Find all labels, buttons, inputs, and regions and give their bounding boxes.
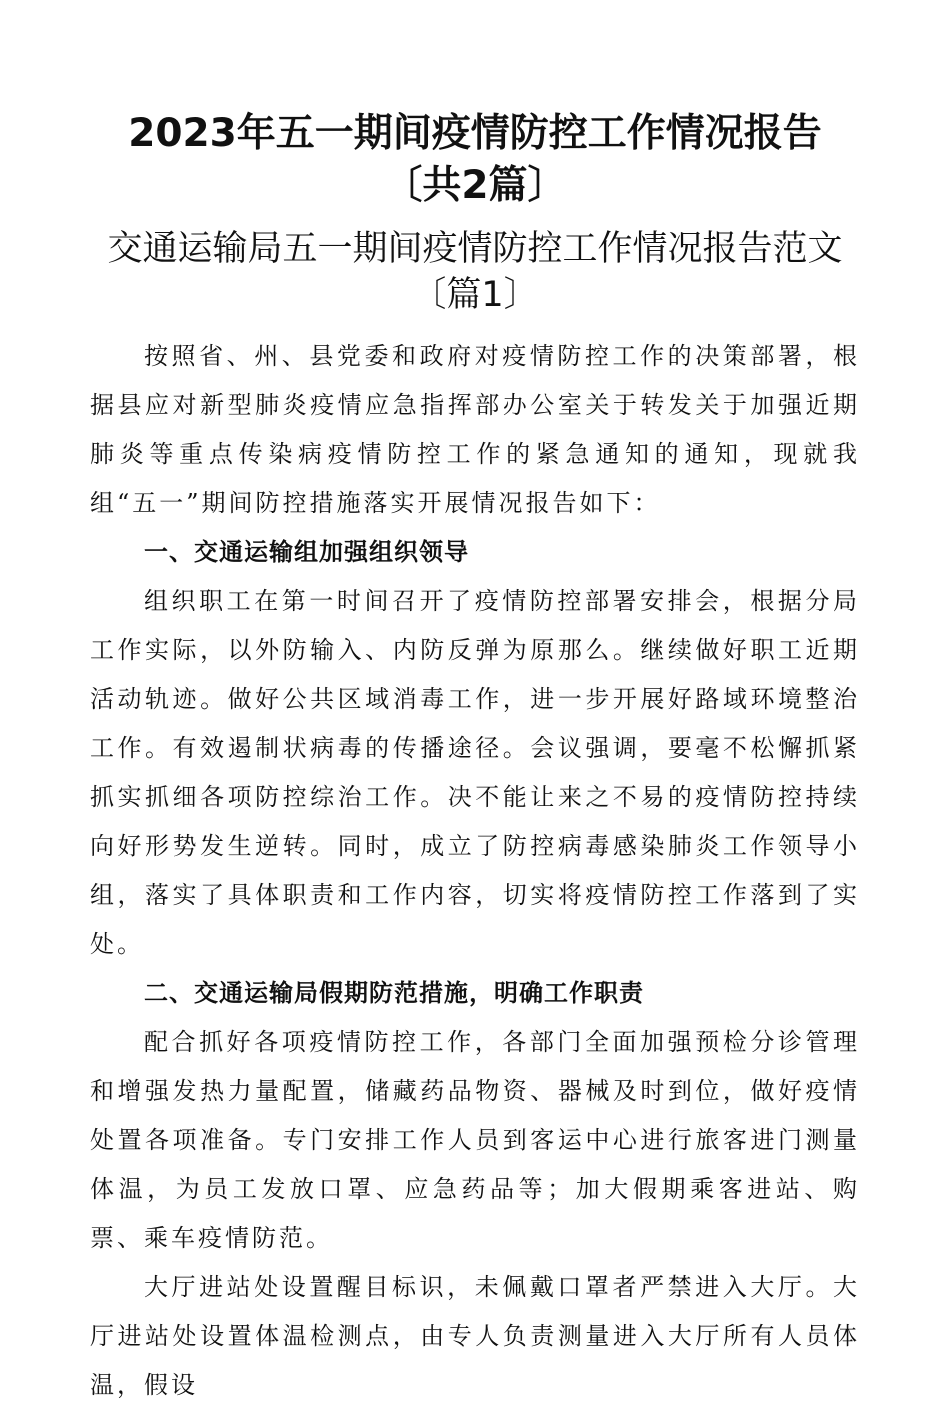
section-title: [90, 226, 860, 318]
heading-1: 一、交通运输组加强组织领导: [144, 538, 469, 566]
document-body: [90, 332, 860, 1410]
title-line-2: 〔共2篇〕: [383, 163, 567, 208]
heading-2: 二、交通运输局假期防范措施，明确工作职责: [144, 979, 644, 1007]
title-line-1: 2023年五一期间疫情防控工作情况报告: [128, 111, 822, 156]
document-title: [90, 108, 860, 212]
paragraph-organization: 组织职工在第一时间召开了疫情防控部署安排会，根据分局工作实际，以外防输入、内防反弹为原那么。继续做好职工近期活动轨迹。做好公共区域消毒工作，进一步开展好路域环境整治工作。有效遏制状病毒的传播途径。会议强调，要毫不松懈抓紧抓实抓细各项防控综治工作。决不能让来之不易的疫情防控持续向好形势发生逆转。同时，成立了防控病毒感染肺炎工作领导小组，落实了具体职责和工作内容，切实将疫情防控工作落到了实处。: [90, 587, 860, 958]
subtitle-line-1: 交通运输局五一期间疫情防控工作情况报告范文: [107, 229, 843, 269]
paragraph-hall: 大厅进站处设置醒目标识，未佩戴口罩者严禁进入大厅。大厅进站处设置体温检测点，由专人负责测量进入大厅所有人员体温，假设: [90, 1273, 860, 1399]
subtitle-line-2: 〔篇1〕: [411, 275, 539, 315]
paragraph-measures: 配合抓好各项疫情防控工作，各部门全面加强预检分诊管理和增强发热力量配置，储藏药品物资、器械及时到位，做好疫情处置各项准备。专门安排工作人员到客运中心进行旅客进门测量体温，为员工发放口罩、应急药品等；加大假期乘客进站、购票、乘车疫情防范。: [90, 1028, 860, 1252]
intro-paragraph: 按照省、州、县党委和政府对疫情防控工作的决策部署，根据县应对新型肺炎疫情应急指挥部办公室关于转发关于加强近期肺炎等重点传染病疫情防控工作的紧急通知的通知，现就我组“五一”期间防控措施落实开展情况报告如下：: [90, 342, 860, 517]
